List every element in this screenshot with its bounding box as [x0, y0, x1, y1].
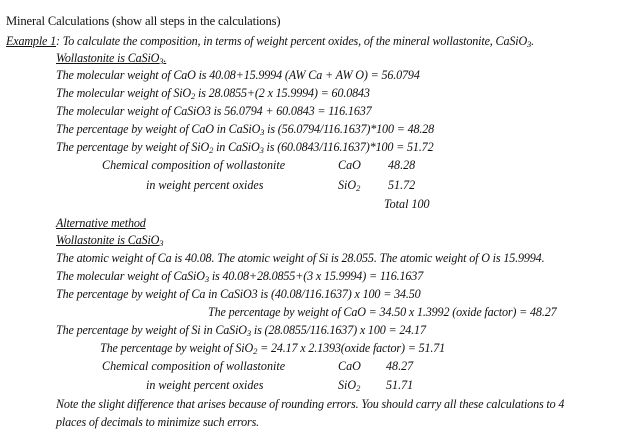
example-subheading: Wollastonite is CaSiO$_3$. [56, 51, 167, 66]
alt-oxide-sio2: SiO$_2$ [338, 378, 361, 393]
alternative-line-6: The percentage by weight of SiO$_2$ = 24.17 x 2.1393(oxide factor) = 51.71 [100, 341, 446, 356]
alt-composition-label-line-1: Chemical composition of wollastonite [102, 359, 286, 373]
page-heading: Mineral Calculations (show all steps in the calculations) [6, 14, 281, 28]
oxide-cao: CaO [338, 158, 361, 172]
alt-composition-label-line-2: in weight percent oxides [146, 378, 264, 392]
composition-total: Total 100 [384, 197, 430, 211]
oxide-sio2: SiO$_2$ [338, 178, 361, 193]
composition-label-line-1: Chemical composition of wollastonite [102, 158, 286, 172]
example-line-1: The molecular weight of CaO is 40.08+15.9994 (AW Ca + AW O) = 56.0794 [56, 68, 420, 82]
alternative-subheading: Wollastonite is CaSiO$_3$ [56, 233, 164, 248]
alternative-line-5: The percentage by weight of Si in CaSiO$_3$ is (28.0855/116.1637) x 100 = 24.17 [56, 323, 426, 338]
alternative-line-2: The molecular weight of CaSiO$_3$ is 40.08+28.0855+(3 x 15.9994) = 116.1637 [56, 269, 424, 284]
example-label: Example 1 [6, 34, 57, 48]
alternative-line-1: The atomic weight of Ca is 40.08. The atomic weight of Si is 28.055. The atomic weight of O is 15.9994. [56, 251, 545, 265]
example-line-3: The molecular weight of CaSiO3 is 56.0794 + 60.0843 = 116.1637 [56, 104, 372, 118]
note-line-2: places of decimals to minimize such errors. [56, 415, 260, 429]
example-line-4: The percentage by weight of CaO in CaSiO$_3$ is (56.0794/116.1637)*100 = 48.28 [56, 122, 435, 137]
sio2-weight-percent: 51.72 [388, 178, 416, 192]
alternative-method-title: Alternative method [56, 216, 146, 230]
alt-sio2-weight-percent: 51.71 [386, 378, 414, 392]
note-line-1: Note the slight difference that arises because of rounding errors. You should carry all these calculations to 4 [56, 397, 565, 411]
alt-oxide-cao: CaO [338, 359, 361, 373]
example-intro: Example 1: To calculate the composition, in terms of weight percent oxides, of the mineral wollastonite, CaSiO$_3$. [6, 34, 535, 49]
alternative-line-3: The percentage by weight of Ca in CaSiO3 is (40.08/116.1637) x 100 = 34.50 [56, 287, 421, 301]
example-line-2: The molecular weight of SiO$_2$ is 28.0855+(2 x 15.9994) = 60.0843 [56, 86, 370, 101]
alt-cao-weight-percent: 48.27 [386, 359, 414, 373]
alternative-line-4: The percentage by weight of CaO = 34.50 x 1.3992 (oxide factor) = 48.27 [208, 305, 557, 319]
example-line-5: The percentage by weight of SiO$_2$ in CaSiO$_3$ is (60.0843/116.1637)*100 = 51.72 [56, 140, 434, 155]
cao-weight-percent: 48.28 [388, 158, 416, 172]
composition-label-line-2: in weight percent oxides [146, 178, 264, 192]
